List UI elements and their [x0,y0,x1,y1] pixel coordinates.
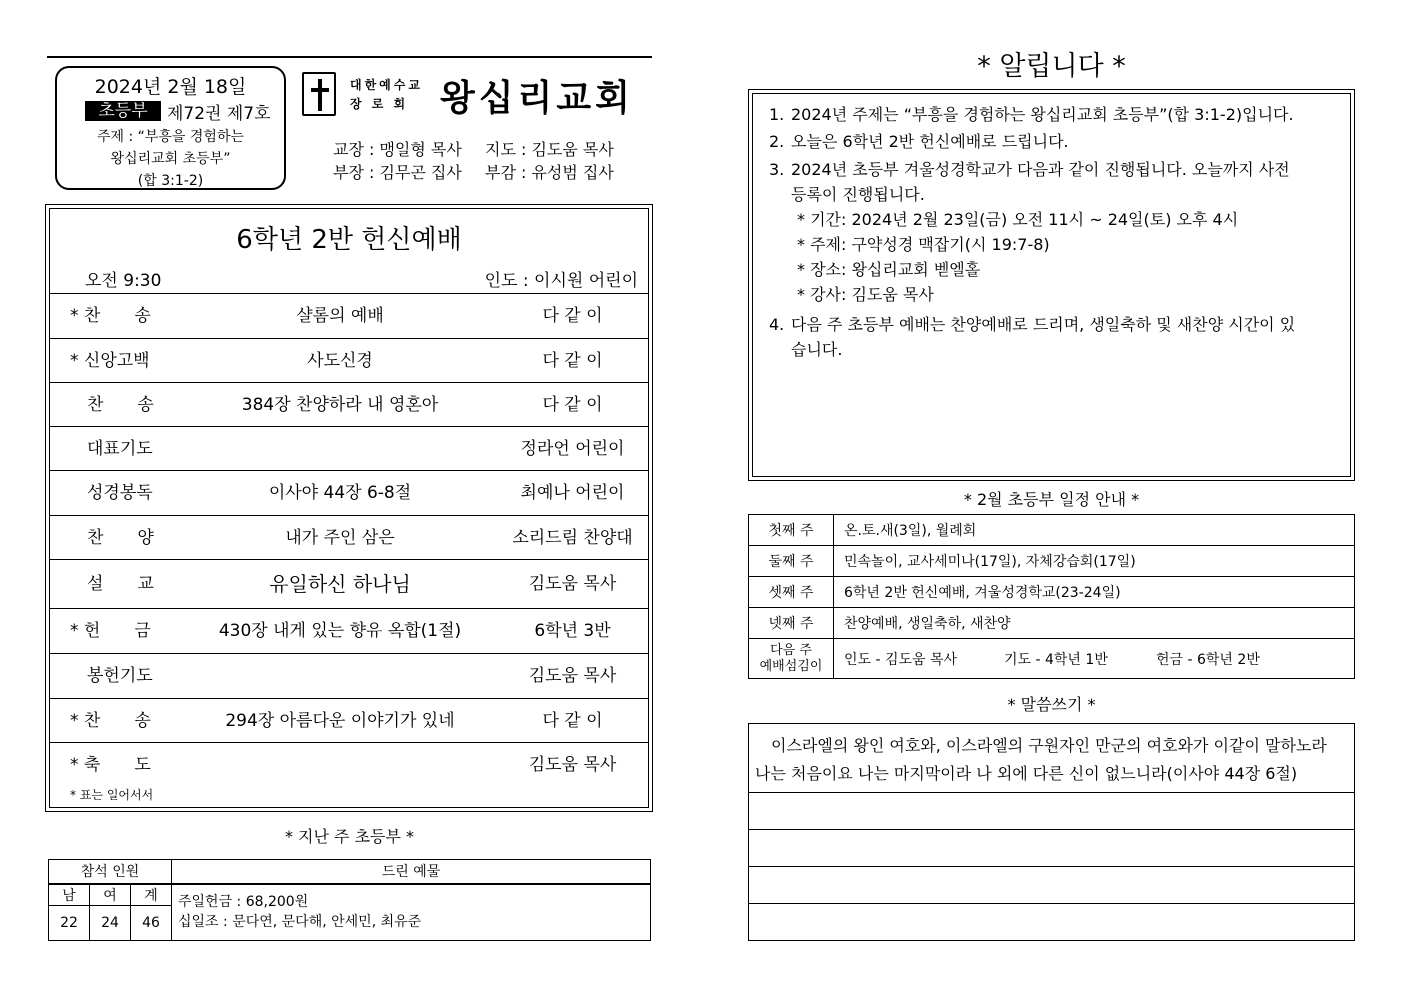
worship-row [50,653,648,699]
staff-row [333,160,614,183]
notice-text: 다음 주 초등부 예배는 찬양예배로 드리며, 생일축하 및 새찬양 시간이 있 [791,315,1296,334]
next-week-label-line: 예배섬김이 [759,658,823,674]
worship-content: 사도신경 [307,351,373,371]
worship-person: 김도움 목사 [528,755,617,775]
theme-line: 주제 : “부흥을 경험하는 [96,129,245,145]
worship-person: 김도움 목사 [528,574,617,594]
worship-person: 6학년 3반 [534,621,611,641]
dept-tag: 초등부 [85,101,161,121]
worship-person: 다 같 이 [542,306,603,326]
schedule-row [749,515,1355,546]
next-offering: 헌금 - 6학년 2반 [1156,651,1260,668]
notice-sub-speaker: * 강사: 김도움 목사 [797,285,934,304]
worship-row [50,515,648,560]
attendance-table [48,859,651,941]
notice-number: 4. [769,315,785,334]
staff-principal: 교장 : 맹일형 목사 [333,140,462,159]
worship-content: 샬롬의 예배 [296,306,384,326]
notice-text: 2024년 주제는 “부흥을 경험하는 왕십리교회 초등부”(합 3:1-2)입니다. [791,105,1294,124]
worship-item: 봉헌기도 [70,666,153,686]
church-name: 왕십리교회 [440,77,634,119]
worship-row [50,698,648,743]
notice-number: 2. [769,132,785,151]
denomination-label [350,76,423,114]
top-rule [47,56,652,58]
notice-number: 1. [769,105,785,124]
female-label: 여 [90,884,131,906]
worship-row [50,470,648,516]
schedule-desc: 6학년 2반 헌신예배, 겨울성경학교(23-24일) [834,577,1355,608]
schedule-week: 첫째 주 [749,515,834,546]
worship-content: 294장 아름다운 이야기가 있네 [225,711,455,731]
worship-item: 찬 송 [70,395,154,415]
worship-item: 설 교 [70,574,154,594]
worship-row [50,559,648,609]
worship-person: 소리드림 찬양대 [512,528,633,548]
verse-title: * 말씀쓰기 * [1007,695,1096,714]
notice-sub-theme: * 주제: 구약성경 맥잡기(시 19:7-8) [797,235,1050,254]
offering-tithe: 십일조 : 문다연, 문다해, 안세민, 최유준 [178,914,422,931]
worship-content: 내가 주인 삼은 [285,528,395,548]
next-lead: 인도 - 김도움 목사 [844,651,958,668]
bulletin-theme [57,126,284,192]
offering-cell [172,884,651,941]
worship-item: 성경봉독 [70,483,153,503]
worship-row [50,338,648,383]
next-week-label-line: 다음 주 [770,642,812,658]
male-count: 22 [49,905,90,941]
cross-logo-icon [302,72,336,116]
staff-row [333,137,614,160]
last-week-title: * 지난 주 초등부 * [284,827,415,846]
schedule-week: 둘째 주 [749,546,834,577]
worship-order-box [45,204,653,812]
worship-item: * 찬 송 [70,306,151,326]
schedule-row [749,608,1355,639]
worship-leader: 인도 : 이시원 어린이 [484,271,638,291]
notice-text: 습니다. [791,340,843,359]
writing-line [749,903,1354,904]
notice-sub-period: * 기간: 2024년 2월 23일(금) 오전 11시 ~ 24일(토) 오후 4시 [797,210,1239,229]
worship-item: 찬 양 [70,528,154,548]
schedule-desc: 민속놀이, 교사세미나(17일), 자체강습회(17일) [834,546,1355,577]
theme-line: (합 3:1-2) [137,173,204,189]
worship-row [50,293,648,339]
notice-sub-place: * 장소: 왕십리교회 벧엘홀 [797,260,981,279]
standing-note: * 표는 일어서서 [70,788,154,802]
notice-text: 오늘은 6학년 2반 헌신예배로 드립니다. [791,132,1069,151]
notice-item [769,102,1330,127]
worship-content: 430장 내게 있는 향유 옥합(1절) [218,621,462,641]
schedule-row [749,546,1355,577]
worship-person: 최예나 어린이 [520,483,625,503]
schedule-desc: 온.토.새(3일), 월례회 [834,515,1355,546]
notice-item [769,129,1330,154]
female-count: 24 [90,905,131,941]
notice-text: 2024년 초등부 겨울성경학교가 다음과 같이 진행됩니다. 오늘까지 사전 [791,160,1290,179]
worship-person: 다 같 이 [542,395,603,415]
staff-head: 부장 : 김무곤 집사 [333,163,462,182]
issue-number: 제72권 제7호 [167,104,271,124]
worship-row [50,382,648,427]
total-label: 계 [131,884,172,906]
worship-title: 6학년 2반 헌신예배 [236,225,462,255]
total-count: 46 [131,905,172,941]
schedule-row [749,577,1355,608]
worship-item: * 신앙고백 [70,351,150,371]
next-week-label [749,639,834,679]
verse-line: 이스라엘의 왕인 여호와, 이스라엘의 구원자인 만군의 여호와가 이같이 말하노라 [771,736,1327,755]
verse-line: 나는 처음이요 나는 마지막이라 나 외에 다른 신이 없느니라(이사야 44장 6절) [755,764,1298,783]
schedule-desc: 찬양예배, 생일축하, 새찬양 [834,608,1355,639]
verse-writing-box [748,723,1355,941]
notice-title: * 알립니다 * [977,51,1126,82]
schedule-title: * 2월 초등부 일정 안내 * [963,490,1140,509]
worship-row [50,608,648,654]
writing-line [749,866,1354,867]
staff-pastor: 지도 : 김도움 목사 [485,140,614,159]
notice-text: 등록이 진행됩니다. [791,185,925,204]
bulletin-date-box [55,66,286,190]
worship-content: 이사야 44장 6-8절 [268,483,412,503]
attendance-header: 참석 인원 [49,860,172,884]
male-label: 남 [49,884,90,906]
next-prayer: 기도 - 4학년 1반 [1004,651,1108,668]
writing-line [749,829,1354,830]
schedule-table [748,514,1355,679]
schedule-week: 넷째 주 [749,608,834,639]
verse-text [755,732,1350,788]
notice-box [748,89,1355,481]
schedule-week: 셋째 주 [749,577,834,608]
worship-item: * 찬 송 [70,711,151,731]
theme-line: 왕십리교회 초등부” [110,151,231,167]
notice-item [769,312,1330,362]
worship-person: 김도움 목사 [528,666,617,686]
worship-item: * 축 도 [70,755,151,775]
bulletin-date: 2024년 2월 18일 [94,76,247,98]
staff-deputy: 부감 : 유성범 집사 [485,163,614,182]
offering-header: 드린 예물 [172,860,651,884]
notice-number: 3. [769,160,785,179]
worship-item: 대표기도 [70,439,153,459]
worship-item: * 헌 금 [70,621,151,641]
offering-sunday: 주일헌금 : 68,200원 [178,894,309,911]
worship-content: 384장 찬양하라 내 영혼아 [241,395,439,415]
worship-content: 유일하신 하나님 [269,572,411,596]
worship-time: 오전 9:30 [85,271,162,291]
worship-person: 다 같 이 [542,351,603,371]
denomination-line: 대한예수교 [350,78,423,92]
worship-person: 정라언 어린이 [520,439,625,459]
worship-row [50,426,648,471]
worship-row [50,742,648,787]
writing-line [749,792,1354,793]
notice-item [769,157,1330,207]
next-week-servers [834,639,1355,679]
worship-person: 다 같 이 [542,711,603,731]
denomination-line: 장 로 회 [350,97,409,111]
